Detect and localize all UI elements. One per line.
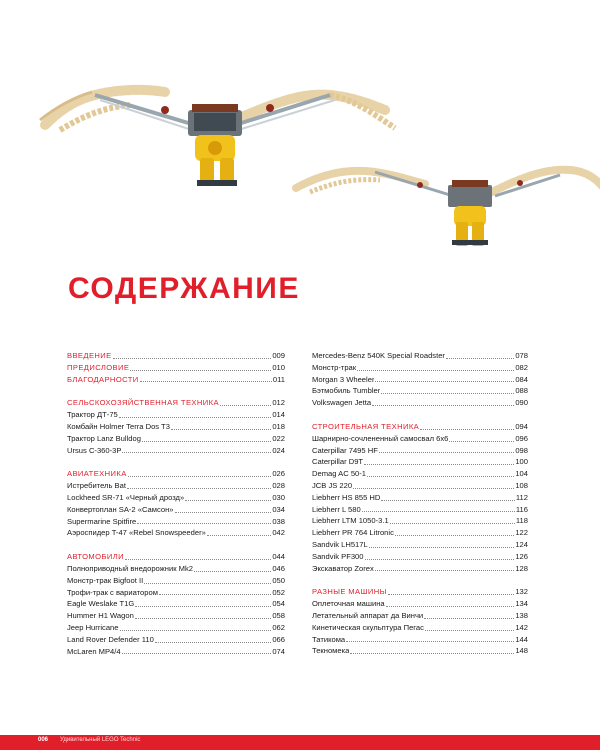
toc-entry-title: Caterpillar D9T xyxy=(312,457,364,467)
dot-leader xyxy=(353,487,514,489)
toc-entry[interactable] xyxy=(67,622,285,634)
toc-entry-page: 026 xyxy=(272,469,285,479)
toc-entry-title: Оплеточная машина xyxy=(312,599,385,609)
toc-entry[interactable] xyxy=(312,362,528,374)
toc-entry-page: 011 xyxy=(272,374,285,384)
toc-entry-page: 009 xyxy=(272,351,285,360)
toc-entry-title: Татикома xyxy=(312,634,346,644)
toc-entry-page: 046 xyxy=(272,563,285,573)
toc-entry-page: 084 xyxy=(515,374,528,384)
toc-entry[interactable] xyxy=(312,456,528,468)
toc-entry-page: 134 xyxy=(515,599,528,609)
toc-entry-title: Ursus C-360-3P xyxy=(67,445,122,455)
toc-entry-title: Volkswagen Jetta xyxy=(312,398,372,408)
toc-entry-page: 098 xyxy=(515,445,528,455)
dot-leader xyxy=(185,499,271,501)
toc-entry[interactable] xyxy=(67,409,285,421)
dot-leader xyxy=(425,629,514,631)
toc-entry[interactable] xyxy=(67,433,285,445)
toc-entry[interactable] xyxy=(312,598,528,610)
toc-entry[interactable] xyxy=(312,350,528,362)
toc-entry-page: 074 xyxy=(272,646,285,656)
toc-entry[interactable] xyxy=(312,385,528,397)
toc-right-column xyxy=(312,350,528,669)
toc-entry[interactable] xyxy=(312,515,528,527)
toc-entry[interactable] xyxy=(67,516,285,528)
pegasus-model-small xyxy=(296,170,600,246)
toc-entry-title: Supermarine Spitfire xyxy=(67,516,137,526)
toc-entry-title: Кинетическая скульптура Пегас xyxy=(312,622,424,632)
toc-entry-title: Летательный аппарат да Винчи xyxy=(312,610,424,620)
toc-entry-page: 010 xyxy=(272,362,285,372)
dot-leader xyxy=(135,605,271,607)
dot-leader xyxy=(137,522,271,524)
dot-leader xyxy=(364,463,514,465)
toc-entry-page: 118 xyxy=(515,516,528,526)
toc-entry[interactable] xyxy=(67,527,285,539)
toc-entry-title: Конвертоплан SA-2 «Самсон» xyxy=(67,504,174,514)
dot-leader xyxy=(424,617,514,619)
toc-entry-page: 014 xyxy=(272,410,285,420)
toc-entry-title: McLaren MP4/4 xyxy=(67,646,121,656)
toc-entry[interactable] xyxy=(67,634,285,646)
toc-entry-title: Liebherr L 580 xyxy=(312,504,361,514)
toc-entry-title: Land Rover Defender 110 xyxy=(67,634,154,644)
dot-leader xyxy=(127,487,271,489)
toc-entry-page: 078 xyxy=(515,351,528,360)
toc-entry-page: 012 xyxy=(272,398,285,408)
dot-leader xyxy=(125,558,271,560)
toc-entry-title: Demag AC 50-1 xyxy=(312,469,367,479)
toc-entry-title: Sandvik PF300 xyxy=(312,551,364,561)
toc-entry-page: 082 xyxy=(515,362,528,372)
toc-entry-title: Lockheed SR-71 «Черный дрозд» xyxy=(67,492,185,502)
toc-entry-page: 054 xyxy=(272,599,285,609)
toc-entry-title: РАЗНЫЕ МАШИНЫ xyxy=(312,587,387,597)
dot-leader xyxy=(175,511,272,513)
footer-page-number: 006 xyxy=(38,737,49,743)
toc-entry[interactable] xyxy=(312,610,528,622)
toc-entry-title: Liebherr HS 855 HD xyxy=(312,492,381,502)
toc-entry-page: 024 xyxy=(272,445,285,455)
toc-entry-title: Morgan 3 Wheeler xyxy=(312,374,375,384)
toc-entry[interactable] xyxy=(312,492,528,504)
toc-entry[interactable] xyxy=(67,374,285,386)
dot-leader xyxy=(346,640,514,642)
toc-entry-page: 116 xyxy=(515,504,528,514)
toc-entry-title: Экскаватор Zorex xyxy=(312,563,374,573)
toc-entry-page: 030 xyxy=(272,492,285,502)
toc-entry-title: Hummer H1 Wagon xyxy=(67,611,134,621)
dot-leader xyxy=(386,605,515,607)
toc-entry-page: 042 xyxy=(272,528,285,538)
toc-entry[interactable] xyxy=(67,421,285,433)
toc-entry-title: Бэтмобиль Tumbler xyxy=(312,386,381,396)
dot-leader xyxy=(140,380,272,382)
toc-entry-title: Трактор Lanz Bulldog xyxy=(67,433,141,443)
toc-entry[interactable] xyxy=(312,445,528,457)
toc-entry-page: 142 xyxy=(515,622,528,632)
toc-entry-page: 108 xyxy=(515,480,528,490)
toc-entry-page: 094 xyxy=(515,421,528,431)
dot-leader xyxy=(390,522,515,524)
toc-entry[interactable] xyxy=(312,433,528,445)
toc-section xyxy=(67,350,285,385)
toc-entry[interactable] xyxy=(67,587,285,599)
toc-entry-page: 144 xyxy=(515,634,528,644)
toc-entry[interactable] xyxy=(67,598,285,610)
dot-leader xyxy=(155,641,272,643)
toc-entry[interactable] xyxy=(67,480,285,492)
dot-leader xyxy=(122,652,272,654)
dot-leader xyxy=(362,510,515,512)
toc-entry-title: Jeep Hurricane xyxy=(67,622,119,632)
toc-entry[interactable] xyxy=(312,645,528,657)
toc-entry-page: 058 xyxy=(272,611,285,621)
toc-entry[interactable] xyxy=(312,539,528,551)
toc-entry-page: 148 xyxy=(515,646,528,656)
toc-entry[interactable] xyxy=(67,563,285,575)
toc-entry-title: Аэроспидер T-47 «Rebel Snowspeeder» xyxy=(67,528,206,538)
toc-entry-page: 088 xyxy=(515,386,528,396)
toc-entry-title: АВИАТЕХНИКА xyxy=(67,469,127,479)
toc-section xyxy=(312,421,528,574)
toc-entry[interactable] xyxy=(67,504,285,516)
toc-entry-title: Eagle Weslake T1G xyxy=(67,599,135,609)
toc-section xyxy=(312,586,528,657)
toc-entry[interactable] xyxy=(312,421,528,433)
dot-leader xyxy=(128,475,272,477)
toc-entry-title: Текномека xyxy=(312,646,350,656)
toc-entry-page: 122 xyxy=(515,528,528,538)
dot-leader xyxy=(194,570,271,572)
toc-entry-title: Комбайн Holmer Terra Dos T3 xyxy=(67,421,170,431)
dot-leader xyxy=(113,357,272,359)
dot-leader xyxy=(350,652,514,654)
toc-entry-title: Caterpillar 7495 HF xyxy=(312,445,378,455)
toc-entry[interactable] xyxy=(312,527,528,539)
toc-section xyxy=(67,468,285,539)
toc-entry[interactable] xyxy=(312,504,528,516)
toc-entry-title: Трактор ДТ-75 xyxy=(67,410,118,420)
dot-leader xyxy=(122,451,271,453)
toc-entry-title: Liebherr PR 764 Litronic xyxy=(312,528,394,538)
toc-entry[interactable] xyxy=(67,575,285,587)
toc-entry[interactable] xyxy=(312,586,528,598)
toc-entry-page: 090 xyxy=(515,398,528,408)
dot-leader xyxy=(144,582,271,584)
toc-entry-title: Полноприводный внедорожник Mk2 xyxy=(67,563,193,573)
toc-section xyxy=(67,397,285,456)
toc-entry-title: АВТОМОБИЛИ xyxy=(67,552,124,562)
dot-leader xyxy=(207,534,271,536)
dot-leader xyxy=(381,499,515,501)
toc-entry-page: 066 xyxy=(272,634,285,644)
dot-leader xyxy=(379,451,514,453)
toc-entry-title: JCB JS 220 xyxy=(312,480,353,490)
toc-entry[interactable] xyxy=(312,468,528,480)
toc-entry-page: 138 xyxy=(515,610,528,620)
toc-entry-page: 034 xyxy=(272,504,285,514)
dot-leader xyxy=(357,369,514,371)
dot-leader xyxy=(130,369,271,371)
toc-entry[interactable] xyxy=(67,362,285,374)
toc-entry[interactable] xyxy=(67,468,285,480)
toc-section xyxy=(67,551,285,657)
dot-leader xyxy=(142,440,271,442)
dot-leader xyxy=(367,475,514,477)
toc-entry-title: Liebherr LTM 1050-3.1 xyxy=(312,516,389,526)
toc-entry-page: 044 xyxy=(272,552,285,562)
dot-leader xyxy=(159,593,271,595)
toc-entry-title: БЛАГОДАРНОСТИ xyxy=(67,374,139,384)
dot-leader xyxy=(369,546,515,548)
toc-entry[interactable] xyxy=(312,622,528,634)
toc-entry[interactable] xyxy=(312,374,528,386)
toc-entry-page: 028 xyxy=(272,481,285,491)
toc-entry-page: 104 xyxy=(515,469,528,479)
dot-leader xyxy=(120,629,272,631)
toc-entry[interactable] xyxy=(67,492,285,504)
toc-entry-title: ВВЕДЕНИЕ xyxy=(67,351,112,360)
dot-leader xyxy=(446,357,514,359)
toc-entry-title: Sandvik LH517L xyxy=(312,539,368,549)
toc-entry-title: ПРЕДИСЛОВИЕ xyxy=(67,362,130,372)
page-title: СОДЕРЖАНИЕ xyxy=(68,272,300,305)
dot-leader xyxy=(135,617,272,619)
toc-entry[interactable] xyxy=(312,480,528,492)
toc-entry-page: 038 xyxy=(272,516,285,526)
dot-leader xyxy=(372,404,514,406)
toc-section xyxy=(312,350,528,409)
footer-book-title: Удивительный LEGO Technic xyxy=(60,737,141,743)
toc-entry-title: Mercedes-Benz 540K Special Roadster xyxy=(312,351,445,360)
dot-leader xyxy=(365,558,515,560)
toc-entry-page: 062 xyxy=(272,622,285,632)
dot-leader xyxy=(220,404,271,406)
toc-entry[interactable] xyxy=(67,610,285,622)
toc-entry-page: 100 xyxy=(515,457,528,467)
dot-leader xyxy=(381,392,514,394)
toc-entry-page: 112 xyxy=(515,492,528,502)
toc-entry-page: 050 xyxy=(272,575,285,585)
dot-leader xyxy=(119,416,272,418)
toc-entry-page: 126 xyxy=(515,551,528,561)
dot-leader xyxy=(449,440,514,442)
toc-entry-title: Шарнирно-сочлененный самосвал 6х6 xyxy=(312,433,449,443)
toc-entry[interactable] xyxy=(67,350,285,362)
toc-entry[interactable] xyxy=(67,551,285,563)
toc-entry[interactable] xyxy=(312,563,528,575)
toc-entry-title: Истребитель Bat xyxy=(67,481,126,491)
toc-entry-page: 052 xyxy=(272,587,285,597)
toc-entry-title: Монстр-трак Bigfoot II xyxy=(67,575,144,585)
dot-leader xyxy=(375,380,514,382)
toc-entry-page: 018 xyxy=(272,421,285,431)
toc-entry[interactable] xyxy=(312,551,528,563)
toc-entry-page: 128 xyxy=(515,563,528,573)
toc-entry[interactable] xyxy=(312,634,528,646)
toc-entry-title: Монстр-трак xyxy=(312,362,357,372)
toc-entry-page: 132 xyxy=(515,587,528,597)
toc-entry-title: Трофи-трак с вариатором xyxy=(67,587,158,597)
toc-entry-page: 022 xyxy=(272,433,285,443)
toc-entry-title: СЕЛЬСКОХОЗЯЙСТВЕННАЯ ТЕХНИКА xyxy=(67,398,219,408)
toc-entry[interactable] xyxy=(312,397,528,409)
toc-entry-title: СТРОИТЕЛЬНАЯ ТЕХНИКА xyxy=(312,421,420,431)
toc-entry[interactable] xyxy=(67,646,285,658)
lego-pegasus-illustration xyxy=(0,0,600,260)
dot-leader xyxy=(171,428,271,430)
toc-entry[interactable] xyxy=(67,445,285,457)
dot-leader xyxy=(375,569,515,571)
toc-entry-page: 124 xyxy=(515,539,528,549)
toc-left-column xyxy=(67,350,285,669)
dot-leader xyxy=(420,428,514,430)
dot-leader xyxy=(388,593,515,595)
toc-entry[interactable] xyxy=(67,397,285,409)
dot-leader xyxy=(395,534,514,536)
toc-entry-page: 096 xyxy=(515,433,528,443)
